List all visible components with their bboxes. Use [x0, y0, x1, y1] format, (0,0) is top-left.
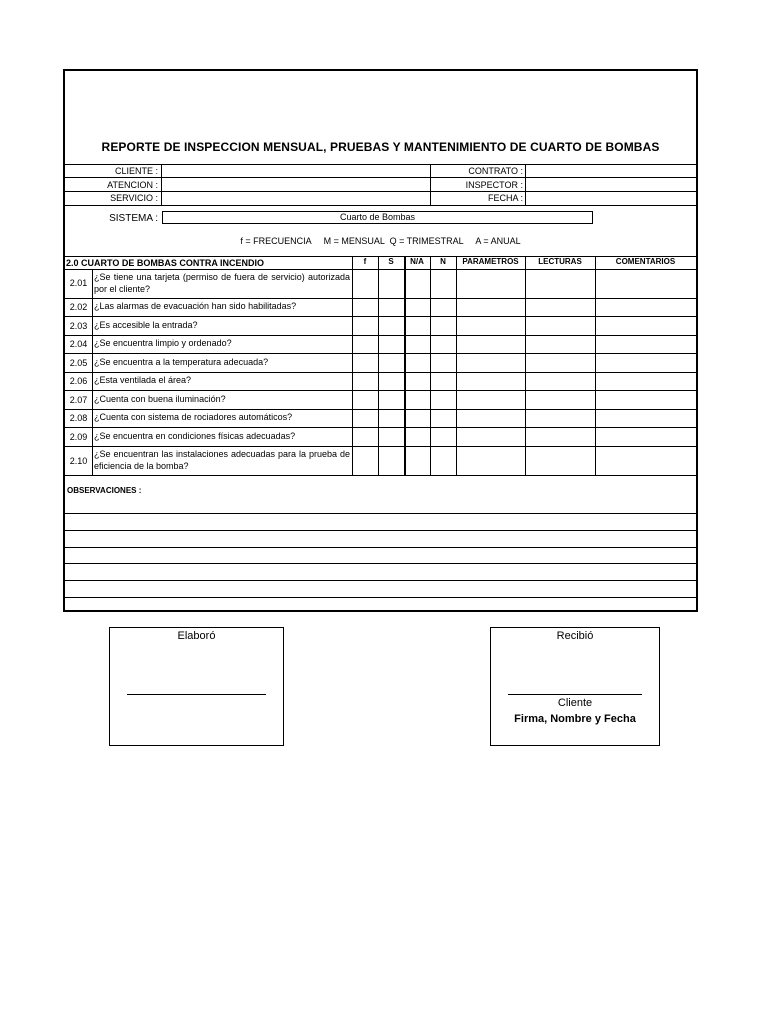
col-header-parametros: PARAMETROS [462, 257, 519, 266]
col-header-na: N/A [410, 257, 424, 266]
recibio-title: Recibió [556, 630, 594, 642]
col-divider [430, 256, 431, 475]
observaciones-line [65, 563, 696, 564]
contrato-label: CONTRATO : [468, 166, 523, 176]
col-divider [352, 256, 353, 475]
table-row-divider [65, 335, 696, 336]
observaciones-line [65, 597, 696, 598]
question-number: 2.03 [69, 321, 88, 331]
inspector-field[interactable] [527, 179, 695, 190]
cliente-label: CLIENTE : [114, 166, 158, 176]
report-title: REPORTE DE INSPECCION MENSUAL, PRUEBAS Y MANTENIMIENTO DE CUARTO DE BOMBAS [101, 140, 660, 154]
col-divider [456, 256, 457, 475]
table-row-divider [65, 316, 696, 317]
question-number: 2.05 [69, 358, 88, 368]
question-number: 2.07 [69, 395, 88, 405]
info-row-divider [65, 191, 696, 192]
info-top-border [65, 164, 696, 165]
question-text: ¿Se encuentra en condiciones físicas adecuadas? [94, 431, 296, 441]
inspection-report-form [63, 69, 698, 612]
servicio-label: SERVICIO : [110, 193, 158, 203]
elaboro-signature-line[interactable] [127, 694, 266, 695]
col-header-n: N [440, 257, 446, 266]
question-number: 2.04 [69, 339, 88, 349]
question-number: 2.01 [69, 278, 88, 288]
observaciones-line [65, 513, 696, 514]
table-bottom-border [65, 475, 696, 476]
recibio-signature-line[interactable] [508, 694, 642, 695]
observaciones-line [65, 547, 696, 548]
col-divider [404, 256, 406, 475]
observaciones-line [65, 530, 696, 531]
table-row-divider [65, 390, 696, 391]
fecha-label: FECHA : [487, 193, 523, 203]
observaciones-line [65, 580, 696, 581]
col-divider [595, 256, 596, 475]
info-bottom-border [65, 205, 696, 206]
question-text: ¿Es accesible la entrada? [94, 320, 198, 330]
question-number: 2.08 [69, 413, 88, 423]
frequency-legend: f = FRECUENCIA M = MENSUAL Q = TRIMESTRAL A = ANUAL [240, 236, 521, 246]
atencion-label: ATENCION : [107, 180, 158, 190]
sistema-value[interactable]: Cuarto de Bombas [162, 211, 593, 224]
info-row-divider [65, 177, 696, 178]
question-text: ¿Las alarmas de evacuación han sido habilitadas? [94, 301, 297, 311]
atencion-field[interactable] [162, 179, 428, 190]
col-header-lecturas: LECTURAS [538, 257, 582, 266]
table-row-divider [65, 298, 696, 299]
col-header-comentarios: COMENTARIOS [615, 257, 676, 266]
question-text: ¿Cuenta con buena iluminación? [94, 394, 226, 404]
info-col-divider [430, 164, 431, 205]
table-row-divider [65, 372, 696, 373]
table-row-divider [65, 353, 696, 354]
question-text: ¿Esta ventilada el área? [94, 375, 192, 385]
section-title: 2.0 CUARTO DE BOMBAS CONTRA INCENDIO [66, 258, 265, 268]
col-divider [525, 256, 526, 475]
question-number: 2.02 [69, 302, 88, 312]
elaboro-signature-box [109, 627, 284, 746]
table-header-divider [65, 269, 696, 270]
recibio-signature-box [490, 627, 660, 746]
sistema-label: SISTEMA : [109, 213, 158, 224]
fecha-field[interactable] [527, 193, 695, 204]
col-header-f: f [363, 257, 367, 266]
contrato-field[interactable] [527, 166, 695, 177]
question-number: 2.09 [69, 432, 88, 442]
info-col-divider [525, 164, 526, 205]
recibio-note: Firma, Nombre y Fecha [514, 713, 636, 725]
question-text: ¿Se encuentra limpio y ordenado? [94, 338, 232, 348]
cliente-field[interactable] [162, 166, 428, 177]
col-divider [378, 256, 379, 475]
elaboro-title: Elaboró [177, 630, 216, 642]
observaciones-label: OBSERVACIONES : [67, 486, 142, 495]
question-number: 2.10 [69, 456, 88, 466]
recibio-role: Cliente [557, 697, 593, 709]
question-text: ¿Cuenta con sistema de rociadores automáticos? [94, 412, 293, 422]
question-number: 2.06 [69, 376, 88, 386]
table-row-divider [65, 409, 696, 410]
question-text: ¿Se encuentra a la temperatura adecuada? [94, 357, 269, 367]
col-header-s: S [388, 257, 394, 266]
table-row-divider [65, 446, 696, 447]
servicio-field[interactable] [162, 193, 428, 204]
table-row-divider [65, 427, 696, 428]
question-text: ¿Se encuentran las instalaciones adecuadas para la prueba de eficiencia de la bomba? [94, 449, 350, 471]
inspector-label: INSPECTOR : [465, 180, 523, 190]
question-text: ¿Se tiene una tarjeta (permiso de fuera de servicio) autorizada por el cliente? [94, 272, 350, 294]
num-col-divider [92, 269, 93, 475]
